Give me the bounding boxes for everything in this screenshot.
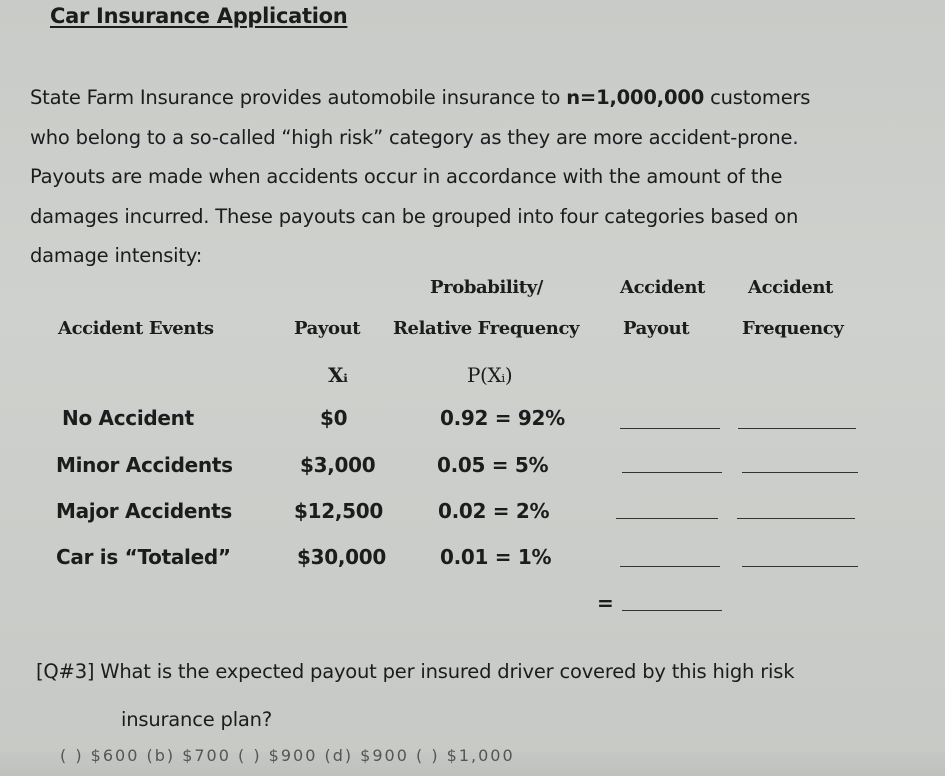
intro-line-4: damages incurred. These payouts can be grouped into four categories based on [30,204,799,228]
accident-payout-blank[interactable] [616,518,718,519]
sum-blank[interactable] [622,610,722,611]
accident-payout-blank[interactable] [622,472,722,473]
header-accident-frequency-bottom: Frequency [742,318,844,339]
cutoff-answer-options [0,746,945,776]
row-payout: $3,000 [300,453,376,477]
row-probability: 0.02 = 2% [438,499,550,523]
intro-line-2: who belong to a so-called “high risk” category as they are more accident-prone. [30,125,799,149]
row-probability: 0.92 = 92% [440,406,565,430]
intro-paragraph [30,78,910,276]
header-accident-payout-bottom: Payout [623,318,690,339]
accident-payout-blank[interactable] [620,566,720,567]
intro-line-1 [30,78,910,118]
question-line-2: insurance plan? [121,708,272,731]
intro-line-5: damage intensity: [30,244,203,267]
cutoff-text: ( ) $600 (b) $700 ( ) $900 (d) $900 ( ) $1,000 [60,746,515,765]
row-event: Major Accidents [56,499,232,523]
header-pxi: P(Xᵢ) [467,363,513,387]
accident-frequency-blank[interactable] [742,472,858,473]
row-payout: $0 [320,406,348,430]
accident-frequency-blank[interactable] [738,428,856,429]
header-accident-payout-top: Accident [620,277,705,298]
question-line-1: [Q#3] What is the expected payout per insured driver covered by this high risk [36,660,795,683]
header-relative-frequency: Relative Frequency [393,318,580,339]
header-payout: Payout [294,318,361,339]
row-probability: 0.05 = 5% [437,453,549,477]
row-event: Car is “Totaled” [56,545,231,569]
row-event: Minor Accidents [56,453,233,477]
intro-line-1-pre: State Farm Insurance provides automobile insurance to [30,86,567,109]
accident-payout-blank[interactable] [620,428,720,429]
question-block [36,648,794,744]
header-probability-top: Probability/ [430,277,543,298]
sum-equals-sign: = [597,591,614,615]
row-payout: $30,000 [297,545,386,569]
customer-count: n=1,000,000 [566,86,705,109]
row-event: No Accident [62,406,194,430]
row-probability: 0.01 = 1% [440,545,552,569]
accident-frequency-blank[interactable] [742,566,858,567]
page-title: Car Insurance Application [50,4,348,28]
header-accident-frequency-top: Accident [748,277,833,298]
intro-line-3: Payouts are made when accidents occur in accordance with the amount of the [30,165,783,188]
header-xi: Xᵢ [328,363,348,387]
row-payout: $12,500 [294,499,383,523]
accident-frequency-blank[interactable] [737,518,855,519]
header-accident-events: Accident Events [58,318,214,339]
intro-line-1-post: customers [704,86,811,109]
